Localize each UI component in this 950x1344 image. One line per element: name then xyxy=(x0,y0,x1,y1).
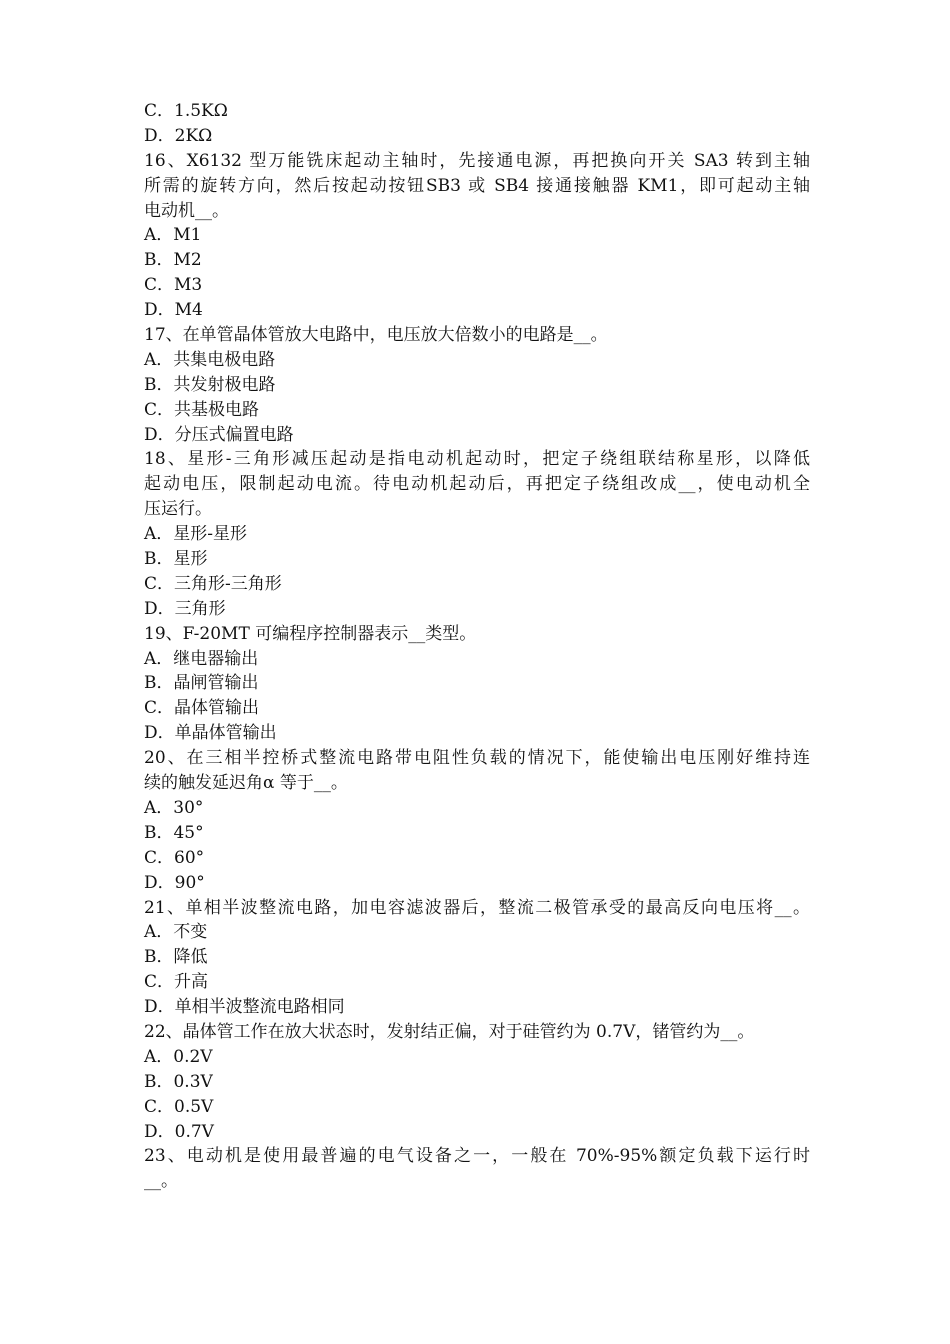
answer-option: B．0.3V xyxy=(144,1071,213,1092)
question-stem-continuation: 电动机__。 xyxy=(144,200,229,221)
question-stem: 20、在三相半控桥式整流电路带电阻性负载的情况下，能使输出电压刚好维持连 xyxy=(144,748,810,769)
question-stem: 17、在单管晶体管放大电路中，电压放大倍数小的电路是__。 xyxy=(144,325,608,346)
answer-option: D．三角形 xyxy=(144,598,226,619)
answer-option: D．单相半波整流电路相同 xyxy=(144,997,345,1018)
answer-option: A．星形-星形 xyxy=(144,524,248,545)
answer-option: A．M1 xyxy=(144,225,202,246)
document-body xyxy=(144,99,810,1194)
question-stem-continuation: 压运行。 xyxy=(144,499,212,520)
answer-option: C．1.5KΩ xyxy=(144,101,228,121)
answer-option: C．M3 xyxy=(144,275,203,296)
answer-option: D．M4 xyxy=(144,300,203,321)
question-stem-continuation: 所需的旋转方向，然后按起动按钮SB3 或 SB4 接通接触器 KM1，即可起动主轴 xyxy=(144,175,810,196)
answer-option: B．晶闸管输出 xyxy=(144,673,259,694)
answer-option: A．共集电极电路 xyxy=(144,349,276,370)
question-stem-continuation: 起动电压，限制起动电流。待电动机起动后，再把定子绕组改成__，使电动机全 xyxy=(144,474,810,495)
answer-option: B．共发射极电路 xyxy=(144,374,276,395)
answer-option: D．单晶体管输出 xyxy=(144,723,277,744)
answer-option: A．30° xyxy=(144,797,204,818)
answer-option: C．升高 xyxy=(144,972,209,993)
answer-option: D．分压式偏置电路 xyxy=(144,424,294,445)
answer-option: C．0.5V xyxy=(144,1096,214,1117)
answer-option: B．星形 xyxy=(144,549,208,570)
answer-option: C．共基极电路 xyxy=(144,399,260,420)
answer-option: C．晶体管输出 xyxy=(144,698,260,719)
answer-option: D．2KΩ xyxy=(144,125,213,146)
question-stem-continuation: __。 xyxy=(144,1171,178,1192)
answer-option: B．45° xyxy=(144,822,204,843)
question-stem: 21、单相半波整流电路，加电容滤波器后，整流二极管承受的最高反向电压将__。 xyxy=(144,897,810,918)
answer-option: A．不变 xyxy=(144,922,208,943)
answer-option: A．0.2V xyxy=(144,1046,213,1067)
question-stem: 22、晶体管工作在放大状态时，发射结正偏，对于硅管约为 0.7V，锗管约为__。 xyxy=(144,1021,755,1042)
answer-option: C．60° xyxy=(144,847,205,868)
question-stem-continuation: 续的触发延迟角α 等于__。 xyxy=(144,773,348,794)
answer-option: B．M2 xyxy=(144,250,202,271)
answer-option: D．0.7V xyxy=(144,1121,214,1142)
answer-option: D．90° xyxy=(144,872,205,893)
answer-option: A．继电器输出 xyxy=(144,648,259,669)
answer-option: B．降低 xyxy=(144,947,208,968)
question-stem: 18、星形-三角形减压起动是指电动机起动时，把定子绕组联结称星形，以降低 xyxy=(144,449,810,470)
question-stem: 19、F-20MT 可编程序控制器表示__类型。 xyxy=(144,623,477,644)
question-stem: 23、电动机是使用最普遍的电气设备之一，一般在 70%-95%额定负载下运行时 xyxy=(144,1146,810,1167)
question-stem: 16、X6132 型万能铣床起动主轴时，先接通电源，再把换向开关 SA3 转到主轴 xyxy=(144,150,810,171)
answer-option: C．三角形-三角形 xyxy=(144,573,282,594)
